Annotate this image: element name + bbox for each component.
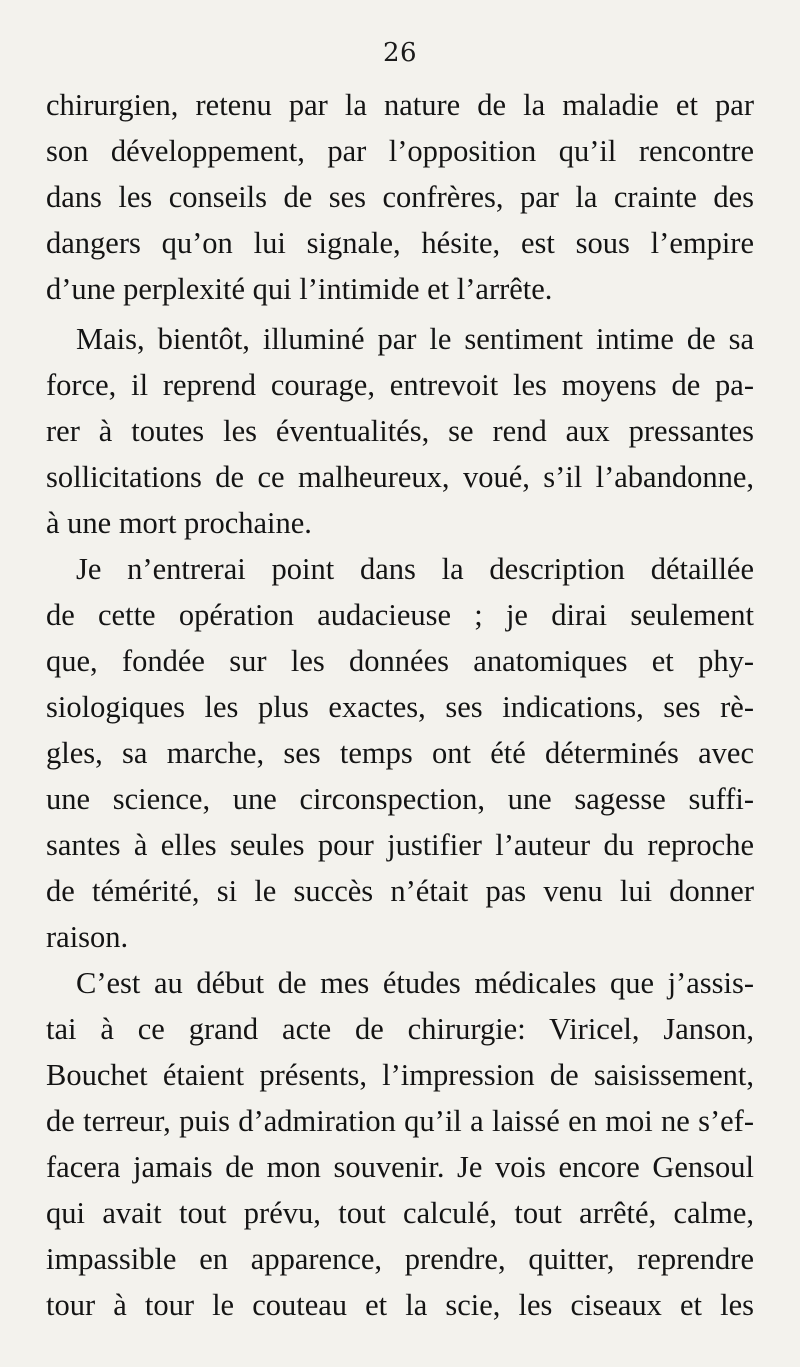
text-line: gles, sa marche, ses temps ont été déterminés avec (46, 736, 754, 770)
text-line: de cette opération audacieuse ; je dirai seulement (46, 598, 754, 632)
text-line: Bouchet étaient présents, l’impression de saisissement, (46, 1058, 754, 1092)
text-line: impassible en apparence, prendre, quitter, reprendre (46, 1242, 754, 1276)
text-line: à une mort prochaine. (46, 506, 312, 540)
paragraph-2 (46, 316, 754, 546)
text-line: siologiques les plus exactes, ses indications, ses rè- (46, 690, 754, 724)
text-line: facera jamais de mon souvenir. Je vois encore Gensoul (46, 1150, 754, 1184)
text-line: Mais, bientôt, illuminé par le sentiment intime de sa (76, 322, 754, 356)
text-line: qui avait tout prévu, tout calculé, tout arrêté, calme, (46, 1196, 754, 1230)
text-line: tai à ce grand acte de chirurgie: Viricel, Janson, (46, 1012, 754, 1046)
text-line: une science, une circonspection, une sagesse suffi- (46, 782, 754, 816)
text-line: chirurgien, retenu par la nature de la maladie et par (46, 88, 754, 122)
text-line: de terreur, puis d’admiration qu’il a laissé en moi ne s’ef- (46, 1104, 754, 1138)
page-number: 26 (382, 38, 418, 68)
text-line: force, il reprend courage, entrevoit les moyens de pa- (46, 368, 754, 402)
text-line: d’une perplexité qui l’intimide et l’arrête. (46, 272, 553, 306)
text-line: dangers qu’on lui signale, hésite, est sous l’empire (46, 226, 754, 260)
text-line: raison. (46, 920, 129, 954)
text-line: C’est au début de mes études médicales que j’assis- (76, 966, 754, 1000)
text-line: que, fondée sur les données anatomiques et phy- (46, 644, 754, 678)
text-line: son développement, par l’opposition qu’il rencontre (46, 134, 754, 168)
paragraph-1 (46, 82, 754, 312)
text-line: Je n’entrerai point dans la description détaillée (76, 552, 754, 586)
text-line: tour à tour le couteau et la scie, les ciseaux et les (46, 1288, 754, 1322)
text-line: rer à toutes les éventualités, se rend aux pressantes (46, 414, 754, 448)
text-line: dans les conseils de ses confrères, par la crainte des (46, 180, 754, 214)
text-line: de témérité, si le succès n’était pas venu lui donner (46, 874, 754, 908)
text-line: sollicitations de ce malheureux, voué, s’il l’abandonne, (46, 460, 754, 494)
text-line: santes à elles seules pour justifier l’auteur du reproche (46, 828, 754, 862)
paragraph-3 (46, 546, 754, 960)
paragraph-4 (46, 960, 754, 1328)
